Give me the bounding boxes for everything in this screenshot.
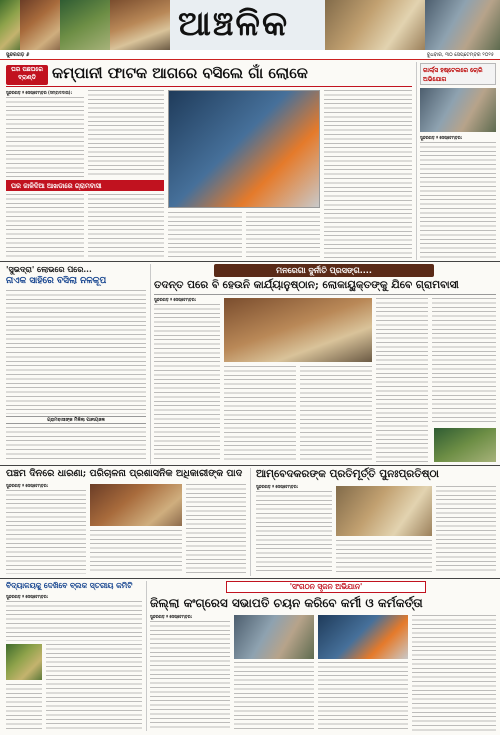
masthead-photo-deity: [20, 0, 60, 50]
lead-text-col2b: [88, 194, 164, 258]
masthead-title: ଆଞ୍ଚଳିକ: [178, 4, 290, 44]
masthead-photo-temple: [0, 0, 20, 50]
mgnrega-text-col4: [376, 298, 428, 462]
mgnrega-kicker: ମନରେଗା ଦୁର୍ନୀତି ପ୍ରସଙ୍ଗ....: [214, 264, 434, 277]
story-left-headline-1: 'ସୁଭଦ୍ରା' ଲୋଭରେ ପରେ...: [6, 264, 92, 274]
masthead-photo-landscape: [425, 0, 500, 50]
congress-text-col1: [150, 621, 230, 731]
school-text-c: [6, 684, 42, 730]
lead-photo-protest: [168, 90, 320, 208]
mgnrega-text-col5: [432, 298, 496, 424]
masthead-photo-fort: [325, 0, 425, 50]
mgnrega-dateline: ସୁନ୍ଦରଗଡ଼ ୨ ସେପ୍ଟେମ୍ବର:: [154, 297, 197, 302]
lead-text-col1b: [6, 194, 84, 258]
school-photo: [6, 644, 42, 680]
lead-text-col1: [6, 97, 84, 177]
mgnrega-headline: ତଦନ୍ତ ପରେ ବି ହେଉନି କାର୍ଯ୍ୟାନୁଷ୍ଠାନ; ଲୋକାୟୁକ୍ତଙ୍କୁ ଯିବେ ଗ୍ରାମବାସୀ: [154, 279, 459, 291]
lead-kicker: ଘର ପଛଘରେ ବ୍ରାଣ୍ଡି: [6, 65, 48, 85]
sidebar-dateline: ସୁନ୍ଦରଗଡ଼ ୨ ସେପ୍ଟେମ୍ବର:: [420, 135, 463, 140]
lead-headline: କମ୍ପାନୀ ଫାଟକ ଆଗରେ ବସିଲେ ଗାଁ ଲୋକେ: [52, 64, 308, 82]
sidebar-text: [420, 142, 496, 258]
masthead-photo-dancers: [110, 0, 170, 50]
congress-photo-2: [318, 615, 408, 659]
school-dateline: ସୁନ୍ଦରଗଡ଼ ୨ ସେପ୍ଟେମ୍ବର:: [6, 594, 49, 599]
congress-photo-1: [234, 615, 314, 659]
congress-text-col4: [412, 615, 496, 731]
bottom-right-text-col1: [256, 491, 332, 574]
bottom-left-headline: ପଞ୍ଚମ ଦିନରେ ଧାରଣା; ପରିଚାଳନା ପ୍ରଶାସନିକ ଅଧିକାରୀଙ୍କ ପାଦ: [6, 468, 243, 479]
school-text-b: [46, 644, 142, 730]
story-left-text-a: [6, 290, 146, 350]
bottom-left-text-col1: [6, 490, 86, 574]
lead-text-col3a: [168, 212, 242, 258]
school-headline: ବିଦ୍ୟାଳୟକୁ ଦେଖିବେ ବ୍ଲକ ସ୍ତରୀୟ କମିଟି: [6, 581, 133, 590]
bottom-right-text-col3: [436, 486, 496, 574]
sidebar-headline: ଗାର୍ଲ୍ସ ହଷ୍ଟେଲରେ ଚୋରି ଅଭିଯୋଗ: [423, 67, 483, 83]
bottom-right-headline: ଆମ୍ବେଦକରଙ୍କ ପ୍ରତିମୂର୍ତ୍ତି ପୁନଃପ୍ରତିଷ୍ଠା: [256, 468, 439, 480]
lead-text-col3b: [246, 212, 320, 258]
sidebar-photo-meeting: [420, 88, 496, 132]
bottom-right-photo-statue: [336, 486, 432, 536]
masthead: [0, 0, 500, 50]
lead-dateline: ସୁନ୍ଦରଗଡ଼ ୨ ସେପ୍ଟେମ୍ବର (ସମ୍ବାଦଦାତା):: [6, 90, 73, 95]
congress-text-col3: [318, 662, 408, 731]
bottom-left-dateline: ସୁନ୍ଦରଗଡ଼ ୨ ସେପ୍ଟେମ୍ବର:: [6, 483, 49, 488]
page-label: ସୁନ୍ଦରଗଡ଼ ୬: [6, 52, 30, 58]
congress-dateline: ସୁନ୍ଦରଗଡ଼ ୨ ସେପ୍ଟେମ୍ବର:: [150, 614, 193, 619]
bottom-right-text-col2: [336, 540, 432, 574]
bottom-left-text-col3: [186, 484, 246, 574]
lead-text-col4b: [324, 248, 412, 258]
lead-text-col4: [324, 90, 412, 245]
lead-subhead: ଘର ଜାଳିଦିଆ ଆଖଡାରେ ଗ୍ରାମବାସୀ: [6, 180, 164, 191]
story-left-subhead: ଗ୍ରାମବାସୀଙ୍କ ମିଳିଲା ପାନୀୟଜଳ: [6, 416, 146, 424]
mgnrega-text-col2: [224, 366, 296, 462]
mgnrega-photo-trees: [434, 428, 496, 462]
mgnrega-photo-road: [224, 298, 372, 362]
mgnrega-text-col1: [154, 304, 220, 462]
bottom-left-photo-protest: [90, 484, 182, 526]
mgnrega-text-col3: [300, 366, 372, 462]
congress-headline: ଜିଲ୍ଲା କଂଗ୍ରେସ ସଭାପତି ଚୟନ କରିବେ କର୍ମୀ ଓ କର୍ମକର୍ତ୍ତା: [150, 596, 423, 610]
bottom-right-dateline: ସୁନ୍ଦରଗଡ଼ ୨ ସେପ୍ଟେମ୍ବର:: [256, 484, 299, 489]
lead-text-col2: [88, 90, 164, 177]
edition-date: ବୁଧବାର, ୩୦ ସେପ୍ଟେମ୍ବର ୨୦୨୫: [426, 52, 494, 58]
story-left-headline-2: ନାଏକ ସାହିରେ ବସିଲା ନଳକୂପ: [6, 276, 107, 286]
sidebar-headline-box: [420, 63, 496, 85]
congress-text-col2: [234, 662, 314, 731]
congress-kicker: 'ସଂଗଠନ ସୃଜନ ଅଭିଯାନ': [226, 581, 426, 593]
story-left-text-c: [6, 427, 146, 461]
date-bar: [0, 50, 500, 60]
story-left-text-b: [6, 352, 146, 414]
school-text-a: [6, 601, 142, 641]
masthead-photo-village: [60, 0, 110, 50]
bottom-left-text-col2: [90, 530, 182, 574]
